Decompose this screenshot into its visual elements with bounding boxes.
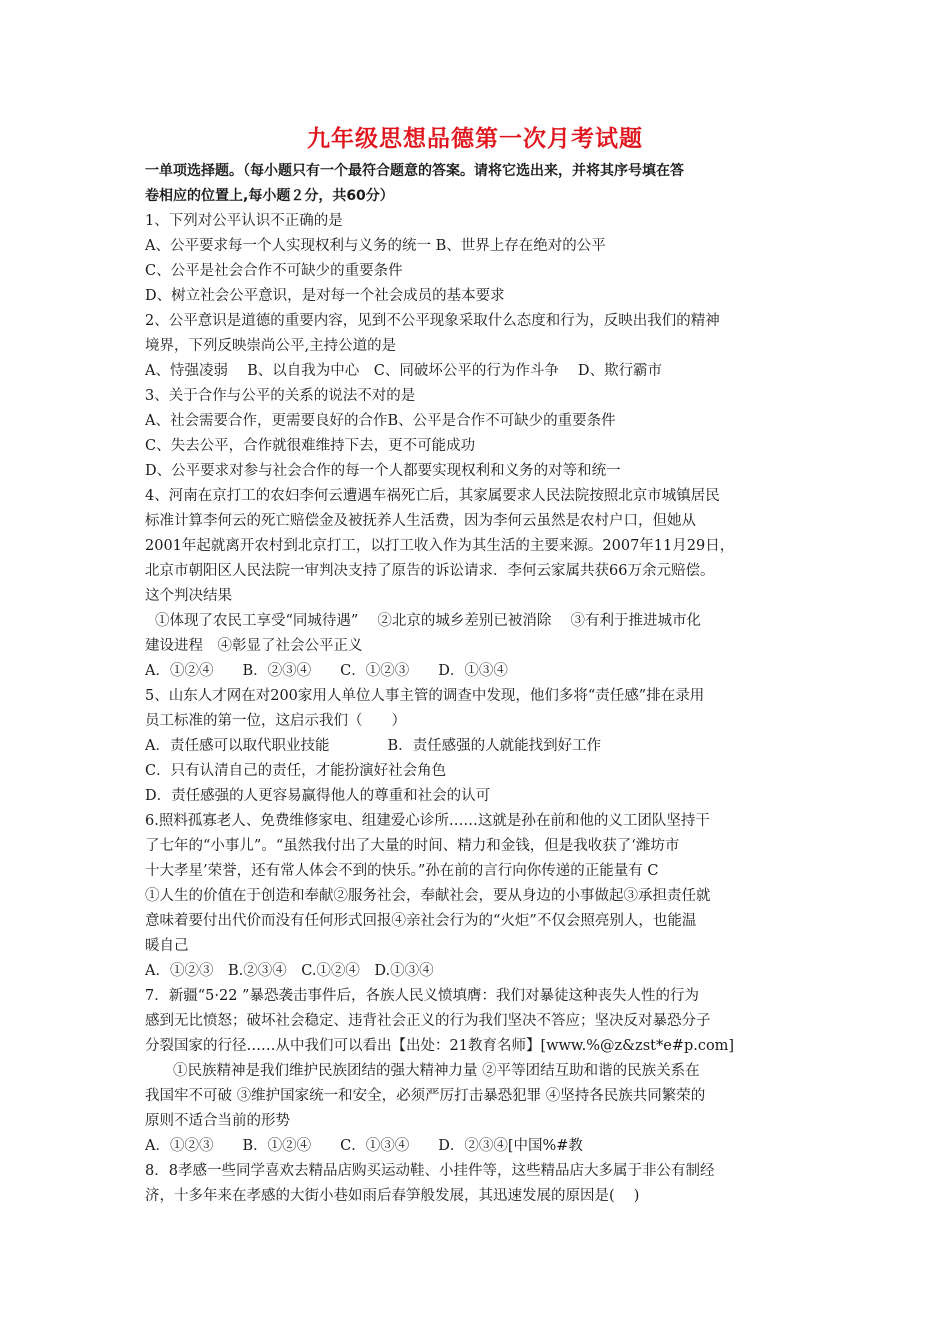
text-line: 8．8孝感一些同学喜欢去精品店购买运动鞋、小挂件等，这些精品店大多属于非公有制经 bbox=[145, 1163, 715, 1179]
text-line: A、恃强凌弱 B、以自我为中心 C、同破坏公平的行为作斗争 D、欺行霸市 bbox=[145, 363, 663, 379]
text-line: A．①②③ B．①②④ C．①③④ D．②③④[中国%#教 bbox=[145, 1138, 583, 1154]
text-line: 1、下列对公平认识不正确的是 bbox=[145, 213, 343, 229]
page-title: 九年级思想品德第一次月考试题 bbox=[307, 126, 643, 152]
section-header-line: 一单项选择题。（每小题只有一个最符合题意的答案。请将它选出来，并将其序号填在答 bbox=[145, 163, 684, 179]
text-line: 2001年起就离开农村到北京打工，以打工收入作为其生活的主要来源。2007年11月29日， bbox=[145, 538, 735, 554]
text-line: 境界，下列反映崇尚公平,主持公道的是 bbox=[145, 338, 397, 354]
text-line: 分裂国家的行径……从中我们可以看出【出处：21教育名师】[www.%@z&zst*e#p.com] bbox=[145, 1038, 735, 1054]
text-line: 3、关于合作与公平的关系的说法不对的是 bbox=[145, 388, 416, 404]
text-line: C、失去公平，合作就很难维持下去，更不可能成功 bbox=[145, 438, 476, 454]
text-line: 7．新疆“5·22 ”暴恐袭击事件后，各族人民义愤填膺：我们对暴徒这种丧失人性的行为 bbox=[145, 988, 699, 1004]
section-header-line: 卷相应的位置上,每小题２分，共60分） bbox=[145, 188, 394, 204]
text-line: 感到无比愤怒；破坏社会稳定、违背社会正义的行为我们坚决不答应；坚决反对暴恐分子 bbox=[145, 1013, 711, 1029]
text-line: 标准计算李何云的死亡赔偿金及被抚养人生活费，因为李何云虽然是农村户口，但她从 bbox=[145, 513, 696, 529]
text-line: 北京市朝阳区人民法院一审判决支持了原告的诉讼请求．李何云家属共获66万余元赔偿。 bbox=[145, 563, 715, 579]
text-line: 我国牢不可破 ③维护国家统一和安全，必须严厉打击暴恐犯罪 ④坚持各民族共同繁荣的 bbox=[145, 1088, 706, 1104]
text-line: D、公平要求对参与社会合作的每一个人都要实现权利和义务的对等和统一 bbox=[145, 463, 621, 479]
text-line: 员工标准的第一位，这启示我们（ ） bbox=[145, 713, 406, 729]
text-line: 济，十多年来在孝感的大街小巷如雨后春笋般发展，其迅速发展的原因是( ) bbox=[145, 1188, 640, 1204]
text-line: 这个判决结果 bbox=[145, 588, 232, 604]
text-line: D、树立社会公平意识，是对每一个社会成员的基本要求 bbox=[145, 288, 505, 304]
text-line: A、公平要求每一个人实现权利与义务的统一 B、世界上存在绝对的公平 bbox=[145, 238, 606, 254]
text-line: A．责任感可以取代职业技能 B．责任感强的人就能找到好工作 bbox=[145, 738, 602, 754]
text-line: 原则不适合当前的形势 bbox=[145, 1113, 290, 1129]
text-line: ①体现了农民工享受“同城待遇” ②北京的城乡差别已被消除 ③有利于推进城市化 bbox=[155, 613, 702, 629]
text-line: 6.照料孤寡老人、免费维修家电、组建爱心诊所……这就是孙在前和他的义工团队坚持干 bbox=[145, 813, 710, 829]
exam-content bbox=[145, 159, 815, 1209]
text-line: 4、河南在京打工的农妇李何云遭遇车祸死亡后，其家属要求人民法院按照北京市城镇居民 bbox=[145, 488, 720, 504]
text-line: 暖自己 bbox=[145, 938, 189, 954]
text-line: 2、公平意识是道德的重要内容，见到不公平现象采取什么态度和行为，反映出我们的精神 bbox=[145, 313, 720, 329]
text-line: D．责任感强的人更容易赢得他人的尊重和社会的认可 bbox=[145, 788, 491, 804]
text-line: C、公平是社会合作不可缺少的重要条件 bbox=[145, 263, 403, 279]
text-line: A、社会需要合作，更需要良好的合作B、公平是合作不可缺少的重要条件 bbox=[145, 413, 616, 429]
text-line: ①人生的价值在于创造和奉献②服务社会，奉献社会，要从身边的小事做起③承担责任就 bbox=[145, 888, 711, 904]
text-line: 意味着要付出代价而没有任何形式回报④亲社会行为的“火炬”不仅会照亮别人，也能温 bbox=[145, 913, 697, 929]
text-line: 5、山东人才网在对200家用人单位人事主管的调查中发现，他们多将“责任感”排在录用 bbox=[145, 688, 705, 704]
text-line: A．①②④ B．②③④ C．①②③ D．①③④ bbox=[145, 663, 508, 679]
text-line: 建设进程 ④彰显了社会公平正义 bbox=[145, 638, 363, 654]
text-line: A．①②③ B.②③④ C.①②④ D.①③④ bbox=[145, 963, 434, 979]
text-line: ①民族精神是我们维护民族团结的强大精神力量 ②平等团结互助和谐的民族关系在 bbox=[173, 1063, 700, 1079]
text-line: 十大孝星’荣誉，还有常人体会不到的快乐。”孙在前的言行向你传递的正能量有 C bbox=[145, 863, 659, 879]
text-line: C．只有认清自己的责任，才能扮演好社会角色 bbox=[145, 763, 447, 779]
text-line: 了七年的“小事儿”。“虽然我付出了大量的时间、精力和金钱，但是我收获了‘潍坊市 bbox=[145, 838, 680, 854]
